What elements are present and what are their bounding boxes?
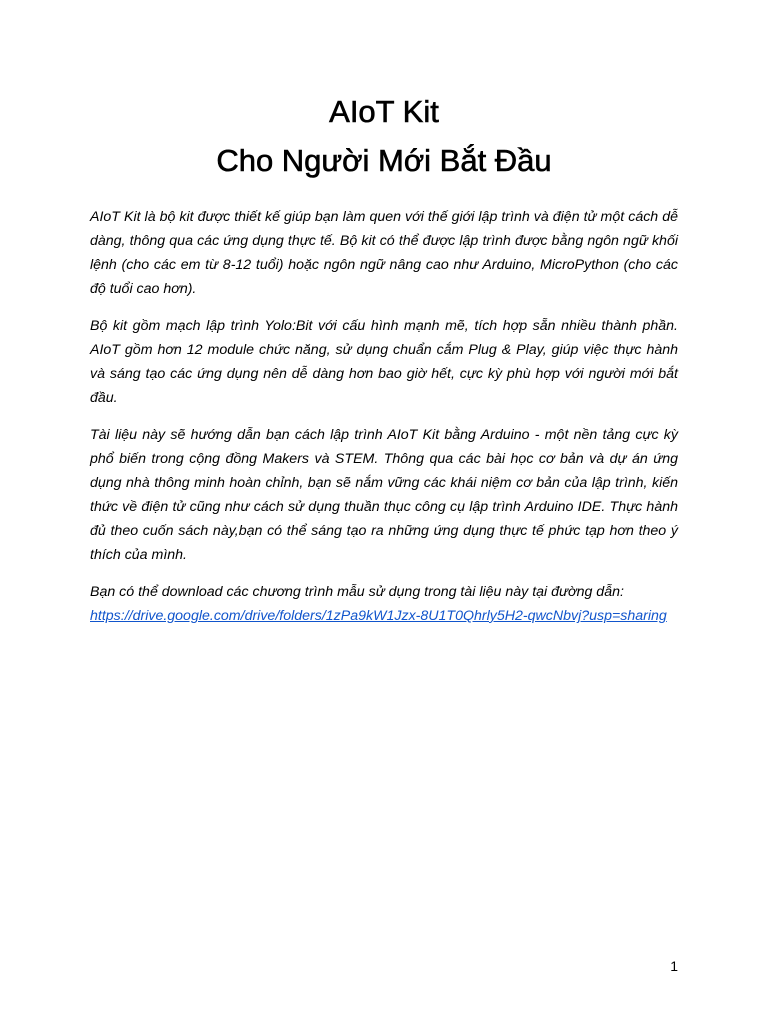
intro-paragraph: AIoT Kit là bộ kit được thiết kế giúp bạn làm quen với thế giới lập trình và điện tử một cách dễ dàng, thông qua các ứng dụng thực tế. Bộ kit có thể được lập trình được bằng ngôn ngữ khối lệnh (cho các em từ 8-12 tuổi) hoặc ngôn ngữ nâng cao như Arduino, MicroPython (cho các độ tuổi cao hơn).: [90, 209, 678, 297]
download-paragraph: [90, 580, 678, 628]
kit-components-paragraph: Bộ kit gồm mạch lập trình Yolo:Bit với cấu hình mạnh mẽ, tích hợp sẵn nhiều thành phần. AIoT gồm hơn 12 module chức năng, sử dụng chuẩn cắm Plug & Play, giúp việc thực hành và sáng tạo các ứng dụng nên dễ dàng hơn bao giờ hết, cực kỳ phù hợp với người mới bắt đầu.: [90, 318, 678, 406]
arduino-guide-paragraph: Tài liệu này sẽ hướng dẫn bạn cách lập trình AIoT Kit bằng Arduino - một nền tảng cực kỳ phổ biến trong cộng đồng Makers và STEM. Thông qua các bài học cơ bản và dự án ứng dụng nhà thông minh hoàn chỉnh, bạn sẽ nắm vững các khái niệm cơ bản của lập trình, kiến thức về điện tử cũng như cách sử dụng thuần thục công cụ lập trình Arduino IDE. Thực hành đủ theo cuốn sách này,bạn có thể sáng tạo ra những ứng dụng thực tế phức tạp hơn theo ý thích của mình.: [90, 427, 678, 563]
document-title: AIoT Kit: [329, 94, 439, 129]
download-link[interactable]: https://drive.google.com/drive/folders/1zPa9kW1Jzx-8U1T0Qhrly5H2-qwcNbvj?usp=sharing: [90, 608, 667, 624]
document-subtitle: Cho Người Mới Bắt Đầu: [216, 143, 552, 178]
page-number: 1: [670, 958, 678, 974]
document-body: [90, 205, 678, 641]
download-text: Bạn có thể download các chương trình mẫu sử dụng trong tài liệu này tại đường dẫn:: [90, 584, 624, 600]
